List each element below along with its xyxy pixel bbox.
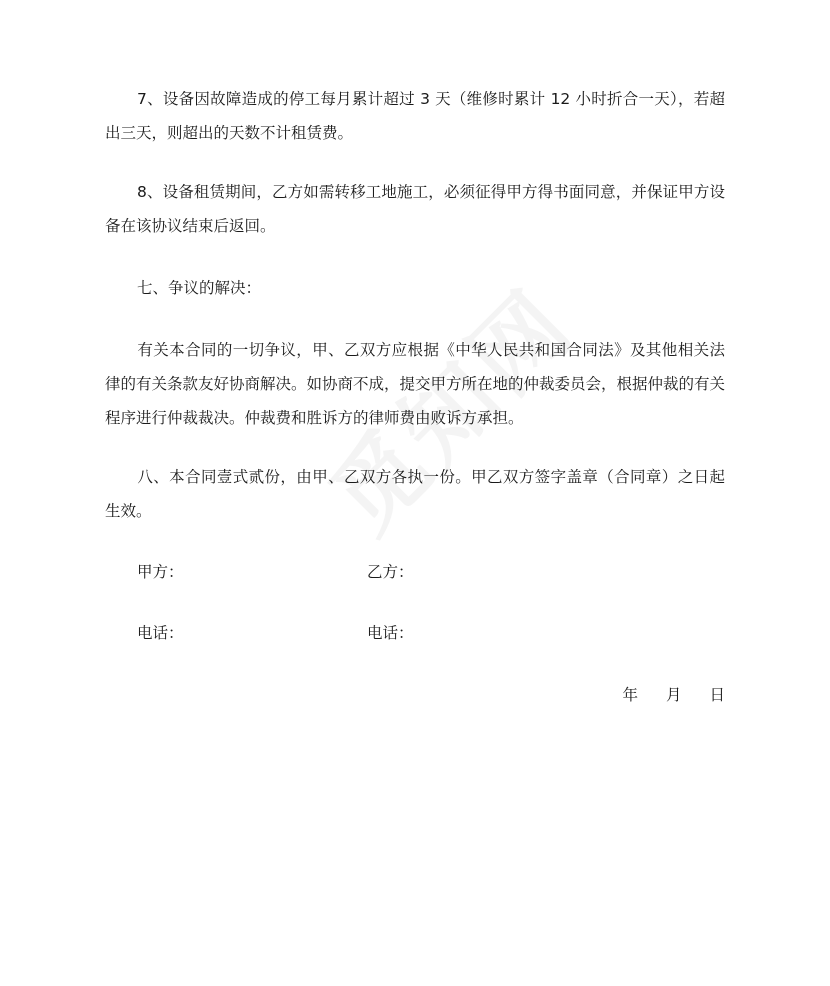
date-year: 年 bbox=[622, 686, 638, 704]
clause-7-text: 7、设备因故障造成的停工每月累计超过 3 天（维修时累计 12 小时折合一天），若超出三天，则超出的天数不计租赁费。 bbox=[105, 90, 725, 142]
date-month: 月 bbox=[665, 686, 682, 704]
date-line bbox=[622, 683, 725, 707]
party-a-label: 甲方： bbox=[137, 563, 184, 581]
clause-8-text: 8、设备租赁期间，乙方如需转移工地施工，必须征得甲方得书面同意，并保证甲方设备在该协议结束后返回。 bbox=[105, 183, 725, 235]
section-8 bbox=[105, 460, 725, 528]
phone-b-label: 电话： bbox=[367, 624, 414, 642]
section-7-body-text: 有关本合同的一切争议，甲、乙双方应根据《中华人民共和国合同法》及其他相关法律的有关条款友好协商解决。如协商不成，提交甲方所在地的仲裁委员会，根据仲裁的有关程序进行仲裁裁决。仲裁费和胜诉方的律师费由败诉方承担。 bbox=[105, 341, 726, 427]
clause-8 bbox=[105, 175, 725, 243]
section-7-heading-text: 七、争议的解决： bbox=[137, 279, 262, 297]
section-7-body bbox=[105, 333, 725, 435]
phone-a-label: 电话： bbox=[137, 624, 184, 642]
section-8-text: 八、本合同壹式贰份，由甲、乙双方各执一份。甲乙双方签字盖章（合同章）之日起生效。 bbox=[105, 468, 725, 520]
section-7-heading bbox=[105, 271, 725, 305]
party-b-label: 乙方： bbox=[367, 563, 414, 581]
date-day: 日 bbox=[709, 686, 725, 704]
clause-7 bbox=[105, 82, 725, 150]
